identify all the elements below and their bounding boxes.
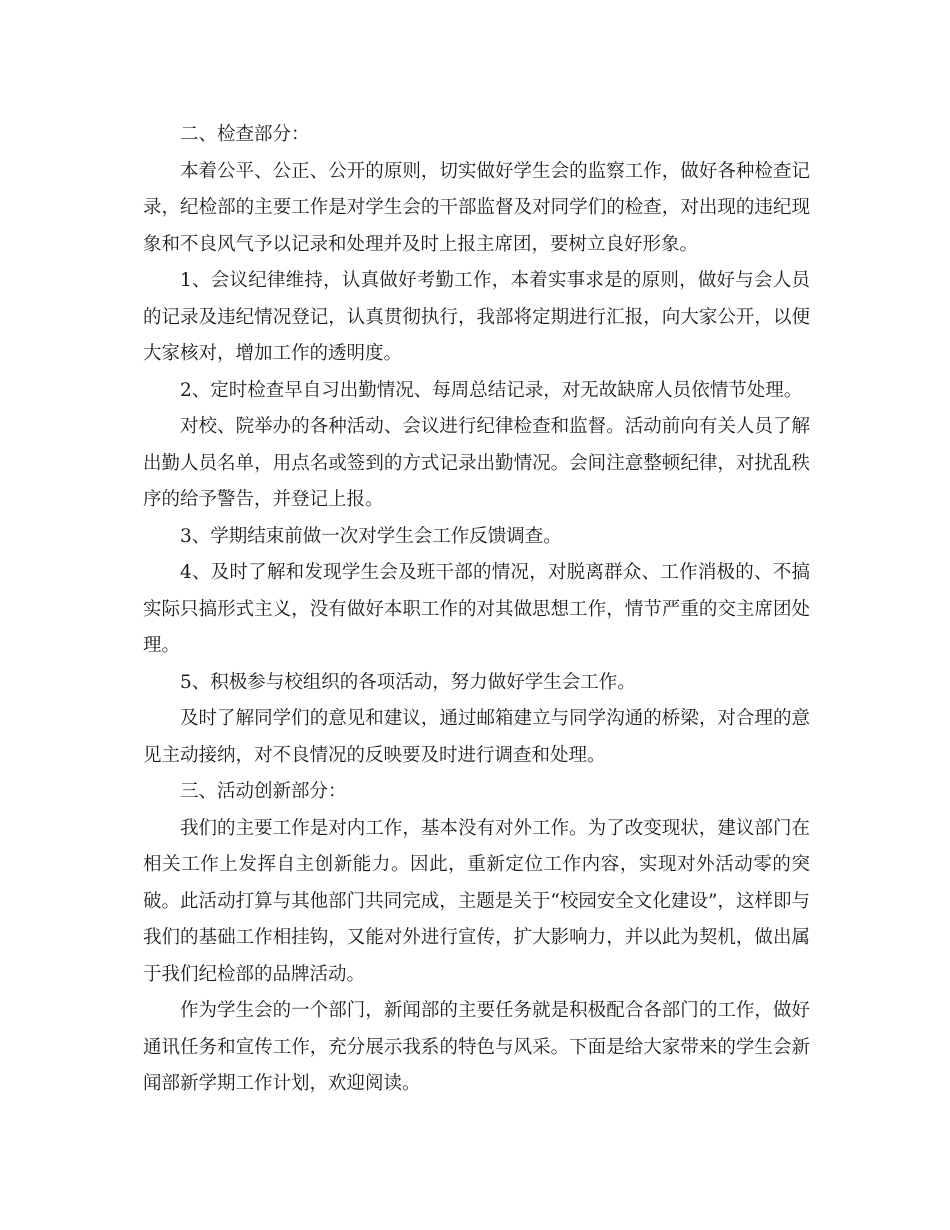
document-body xyxy=(143,117,810,1103)
list-item: 4、及时了解和发现学生会及班干部的情况，对脱离群众、工作消极的、不搞实际只搞形式主义，没有做好本职工作的对其做思想工作，情节严重的交主席团处理。 xyxy=(143,562,810,656)
paragraph: 作为学生会的一个部门，新闻部的主要任务就是积极配合各部门的工作，做好通讯任务和宣传工作，充分展示我系的特色与风采。下面是给大家带来的学生会新闻部新学期工作计划，欢迎阅读。 xyxy=(143,1000,810,1094)
list-item: 2、定时检查早自习出勤情况、每周总结记录，对无故缺席人员依情节处理。 xyxy=(180,379,803,401)
section-heading-innovation: 三、活动创新部分： xyxy=(180,781,347,802)
paragraph: 及时了解同学们的意见和建议，通过邮箱建立与同学沟通的桥梁，对合理的意见主动接纳，对不良情况的反映要及时进行调查和处理。 xyxy=(143,708,810,766)
paragraph: 我们的主要工作是对内工作，基本没有对外工作。为了改变现状，建议部门在相关工作上发挥自主创新能力。因此，重新定位工作内容，实现对外活动零的突破。此活动打算与其他部门共同完成，主题是关于“校园安全文化建设”，这样即与我们的基础工作相挂钩，又能对外进行宣传，扩大影响力，并以此为契机，做出属于我们纪检部的品牌活动。 xyxy=(143,817,810,985)
paragraph: 对校、院举办的各种活动、会议进行纪律检查和监督。活动前向有关人员了解出勤人员名单，用点名或签到的方式记录出勤情况。会间注意整顿纪律，对扰乱秩序的给予警告，并登记上报。 xyxy=(143,416,810,510)
paragraph: 本着公平、公正、公开的原则，切实做好学生会的监察工作，做好各种检查记录，纪检部的主要工作是对学生会的干部监督及对同学们的检查，对出现的违纪现象和不良风气予以记录和处理并及时上报主席团，要树立良好形象。 xyxy=(143,160,810,255)
section-heading-inspection: 二、检查部分： xyxy=(180,124,310,145)
list-item: 3、学期结束前做一次对学生会工作反馈调查。 xyxy=(180,525,562,547)
list-item: 5、积极参与校组织的各项活动，努力做好学生会工作。 xyxy=(180,671,636,693)
list-item: 1、会议纪律维持，认真做好考勤工作，本着实事求是的原则，做好与会人员的记录及违纪情况登记，认真贯彻执行，我部将定期进行汇报，向大家公开，以便大家核对，增加工作的透明度。 xyxy=(143,270,810,364)
